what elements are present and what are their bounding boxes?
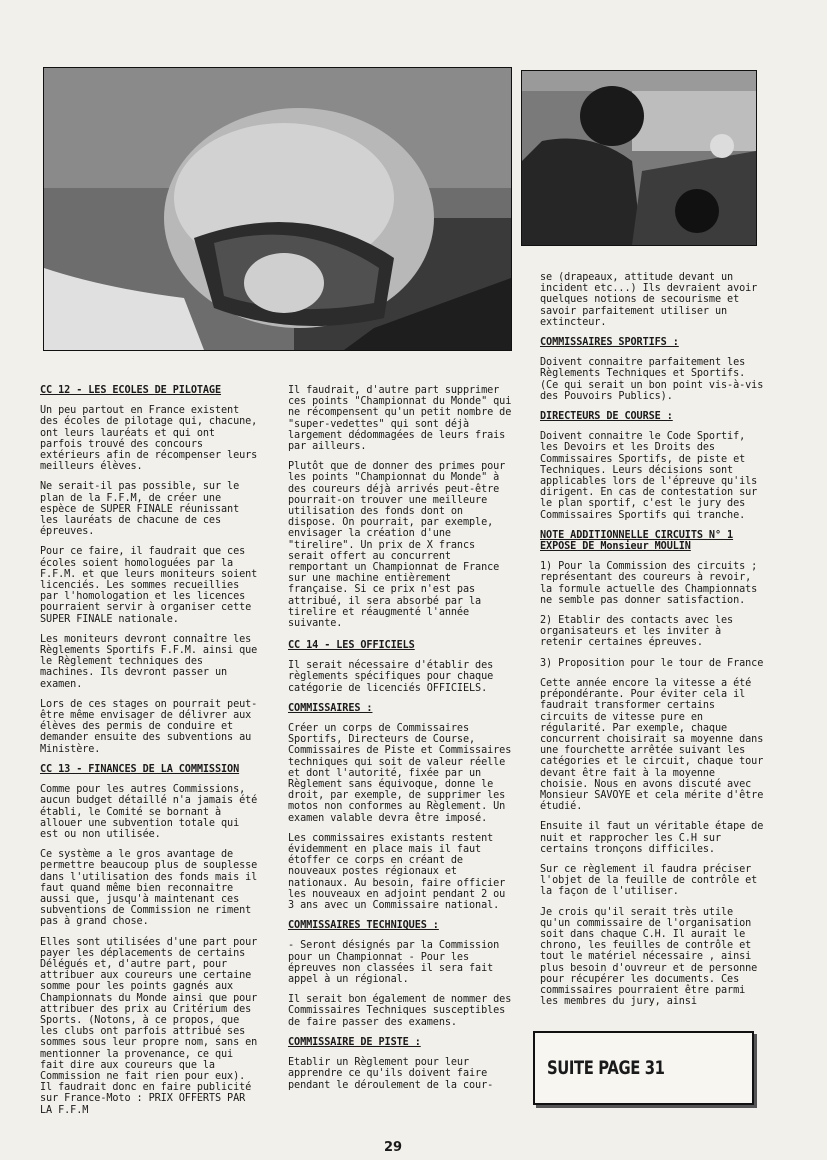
paragraph: Lors de ces stages on pourrait peut-être même envisager de délivrer aux élèves des permis de conduire et demander ensuite des subventions au Ministère. [40, 698, 258, 755]
paragraph: Pour ce faire, il faudrait que ces écoles soient homologuées par la F.F.M. et que leurs moniteurs soient licenciés. Les sommes recueillies par l'homologation et les licences pourraient servir à organiser cette SUPER FINALE nationale. [40, 546, 258, 625]
paragraph: Ce système a le gros avantage de permettre beaucoup plus de souplesse dans l'utilisation des fonds mais il faut quand même bien reconnaitre aussi que, jusqu'à maintenant ces subventions de Commission ne riment pas à grand chose. [40, 849, 258, 928]
paragraph: se (drapeaux, attitude devant un incident etc...) Ils devraient avoir quelques notions de secourisme et savoir parfaitement utiliser un extincteur. [540, 272, 758, 328]
section-heading-cc12: CC 12 - LES ECOLES DE PILOTAGE [40, 385, 222, 396]
rider-motorcycle-photo [521, 70, 757, 246]
paragraph: 2) Etablir des contacts avec les organisateurs et les inviter à retenir certaines épreuves. [540, 615, 734, 649]
section-heading-cc13: CC 13 - FINANCES DE LA COMMISSION [40, 763, 240, 775]
paragraph: Ne serait-il pas possible, sur le plan de la F.F.M, de créer une espèce de SUPER FINALE réunissant les lauréats de chacune de ces épreuves. [40, 481, 240, 538]
paragraph: Doivent connaitre le Code Sportif, les Devoirs et les Droits des Commissaires Sportifs, de piste et Techniques. Leurs décisions sont applicables lors de l'épreuve qu'ils dirigent. En cas de contestation sur le plan sportif, c'est le jury des Commissaires Sportifs qui tranche. [540, 431, 758, 521]
column-middle-lower [288, 640, 514, 1100]
paragraph: Ensuite il faut un véritable étape de nuit et rapprocher les C.H sur certains tronçons difficiles. [540, 821, 764, 855]
paragraph: Il serait bon également de nommer des Commissaires Techniques susceptibles de faire passer des examens. [288, 994, 512, 1028]
helmet-rider-photo [43, 67, 512, 351]
paragraph: Cette année encore la vitesse a été prépondérante. Pour éviter cela il faudrait transformer certains circuits de vitesse pure en régularité. Par exemple, chaque concurrent choisirait sa moyenne dans une fourchette arrêtée suivant les catégories et le circuit, chaque tour devant être fait à la moyenne choisie. Nous en avons discuté avec Monsieur SAVOYE et cela mérite d'être étudié. [540, 677, 764, 813]
paragraph: 3) Proposition pour le tour de France [540, 657, 764, 669]
page-number: 29 [384, 1140, 403, 1155]
column-right [540, 272, 766, 1016]
paragraph: Plutôt que de donner des primes pour les points "Championnat du Monde" à des coureurs déjà arrivés peut-être pourrait-on trouver une meilleure utilisation des fonds dont on dispose. On pourrait, par exemple, envisager la création d'une "tirelire". Un prix de X francs serait offert au concurrent remportant un Championnat de France sur une machine entièrement française. Si ce prix n'est pas attribué, il sera absorbé par la tirelire et réaugmenté l'année suivante. [288, 461, 506, 630]
paragraph: Comme pour les autres Commissions, aucun budget détaillé n'a jamais été établi, le Comité se bornant à allouer une subvention totale qui est ou non utilisée. [40, 784, 258, 840]
paragraph: Il faudrait, d'autre part supprimer ces points "Championnat du Monde" qui ne récompensent qu'un petit nombre de "super-vedettes" qui sont déjà largement dédommagées de leurs frais par ailleurs. [288, 385, 512, 453]
paragraph: Elles sont utilisées d'une part pour payer les déplacements de certains Délégués et, d'autre part, pour attribuer aux coureurs une certaine somme pour les points gagnés aux Championnats du Monde ainsi que pour attribuer des prix au Critérium des Sports. (Notons, à ce propos, que les clubs ont parfois attribué ses sommes sous leur propre nom, sans en mentionner la provenance, ce qui fait dire aux coureurs que la Commission ne fait rien pour eux). Il faudrait donc en faire publicité sur France-Moto : PRIX OFFERTS PAR LA F.F.M [40, 936, 258, 1116]
paragraph: Les commissaires existants restent évidemment en place mais il faut étoffer ce corps en créant de nouveaux postes régionaux et nationaux. Au besoin, faire officier les nouveaux en adjoint pendant 2 ou 3 ans avec un Commissaire national. [288, 832, 506, 912]
paragraph: Les moniteurs devront connaître les Règlements Sportifs F.F.M. ainsi que le Règlement techniques des machines. Ils devront passer un examen. [40, 633, 258, 690]
subheading-commissaires: COMMISSAIRES : [288, 702, 373, 714]
paragraph: Je crois qu'il serait très utile qu'un commissaire de l'organisation soit dans chaque C.H. Il aurait le chrono, les feuilles de contrôle et tout le matériel nécessaire , ainsi plus besoin d'ouvreur et de personne pour récupérer les documents. Ces commissaires pourraient être parmi les membres du jury, ainsi [540, 906, 758, 1008]
paragraph: Etablir un Règlement pour leur apprendre ce qu'ils doivent faire pendant le déroulement de la cour- [288, 1057, 494, 1091]
paragraph: Un peu partout en France existent des écoles de pilotage qui, chacune, ont leurs lauréats et qui ont parfois trouvé des concours extérieurs afin de récompenser leurs meilleurs élèves. [40, 405, 258, 473]
column-middle [288, 385, 514, 638]
paragraph: Créer un corps de Commissaires Sportifs, Directeurs de Course, Commissaires de Piste et Commissaires techniques qui soit de valeur réelle et dont l'autorité, fixée par un Règlement sans équivoque, donne le droit, par exemple, de supprimer les motos non conformes au Règlement. Un examen valable devra être imposé. [288, 723, 512, 824]
paragraph: Doivent connaitre parfaitement les Règlements Techniques et Sportifs. (Ce qui serait un bon point vis-à-vis des Pouvoirs Publics). [540, 357, 764, 402]
paragraph: Il serait nécessaire d'établir des règlements spécifiques pour chaque catégorie de licenciés OFFICIELS. [288, 660, 494, 694]
subheading-commissaires-techniques: COMMISSAIRES TECHNIQUES : [288, 920, 439, 932]
subheading-note-additionnelle: NOTE ADDITIONNELLE CIRCUITS N° 1 EXPOSE DE Monsieur MOULIN [540, 529, 734, 553]
section-heading-cc14: CC 14 - LES OFFICIELS [288, 640, 415, 651]
paragraph: 1) Pour la Commission des circuits ; représentant des coureurs à revoir, la formule actuelle des Championnats ne semble pas donner satisfaction. [540, 561, 758, 606]
column-left [40, 385, 263, 1125]
subheading-commissaire-piste: COMMISSAIRE DE PISTE : [288, 1036, 421, 1048]
subheading-directeurs-course: DIRECTEURS DE COURSE : [540, 411, 673, 423]
paragraph: - Seront désignés par la Commission pour un Championnat - Pour les épreuves non classées il sera fait appel à un régional. [288, 940, 500, 986]
continued-label: SUITE PAGE 31 [547, 1057, 665, 1079]
paragraph: Sur ce règlement il faudra préciser l'objet de la feuille de contrôle et la façon de l'utiliser. [540, 863, 758, 898]
continued-box [533, 1031, 754, 1105]
subheading-commissaires-sportifs: COMMISSAIRES SPORTIFS : [540, 337, 679, 349]
